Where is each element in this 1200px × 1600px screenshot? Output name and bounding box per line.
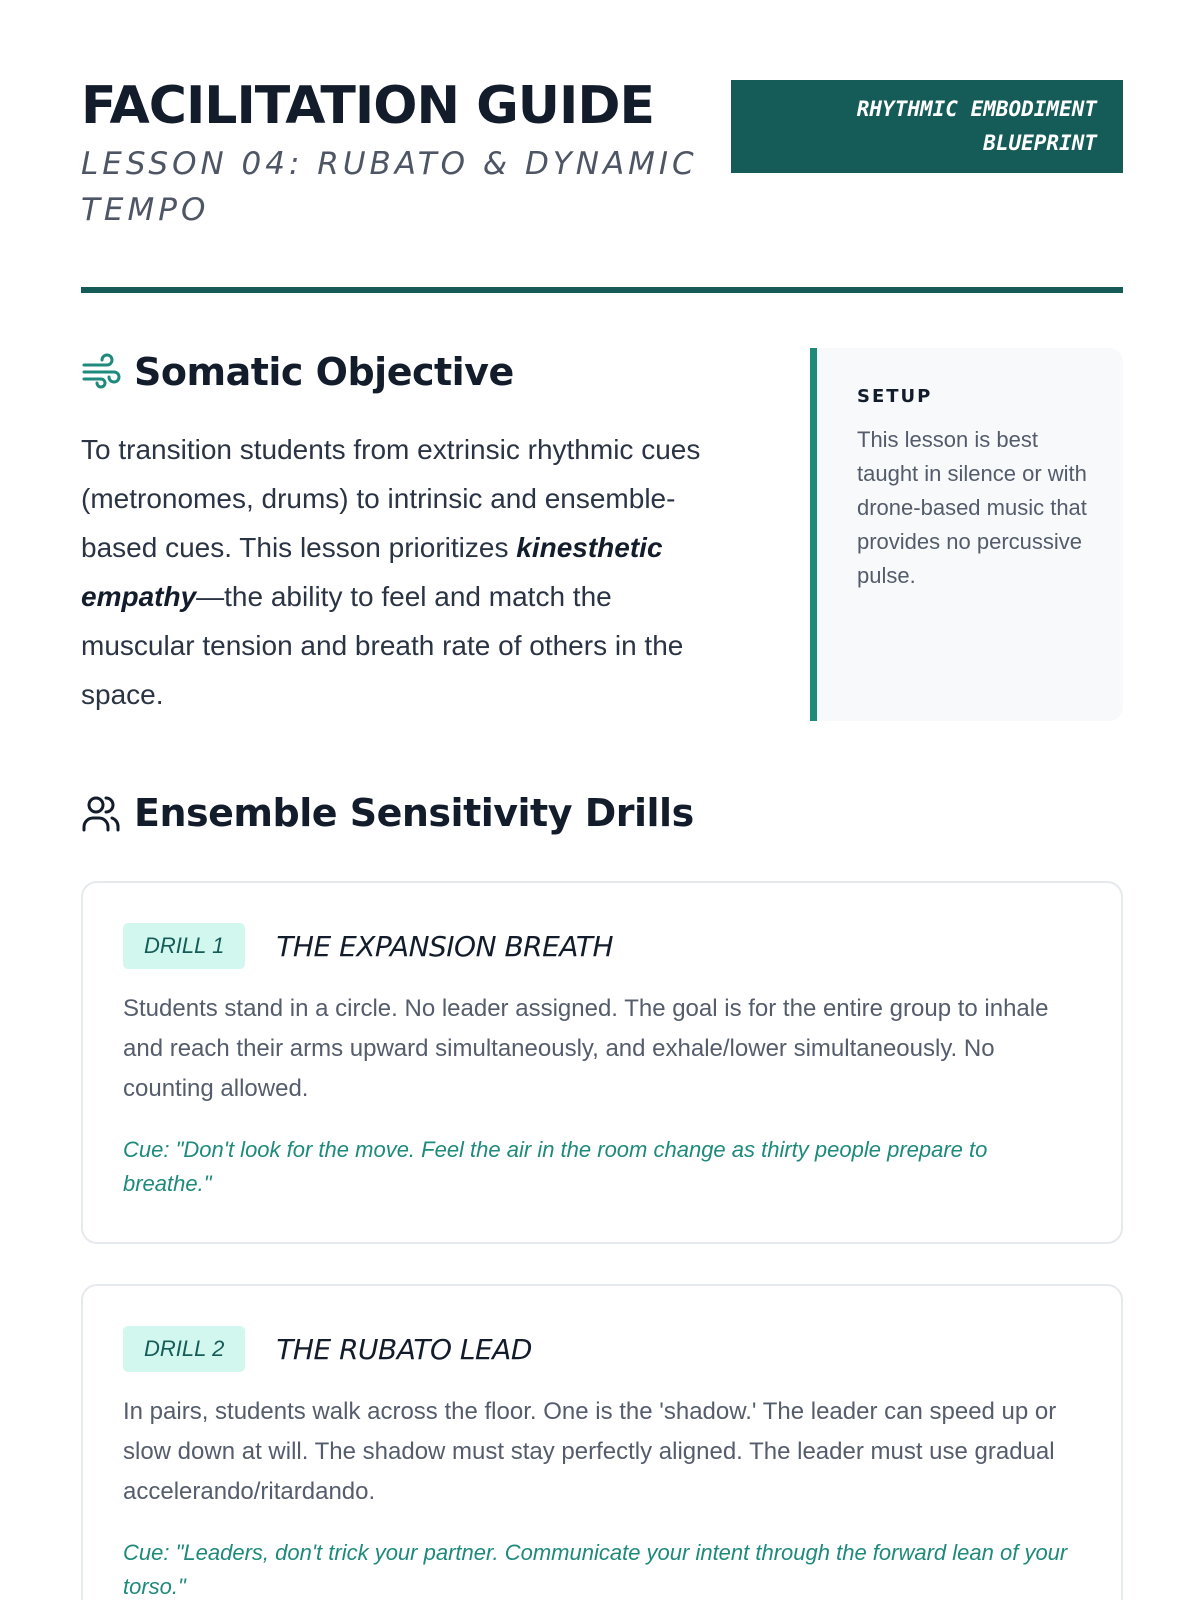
header-divider: [81, 287, 1123, 293]
wind-icon: [81, 352, 121, 392]
drill-card: [81, 881, 1123, 1244]
badge-line-1: RHYTHMIC EMBODIMENT: [856, 97, 1097, 121]
drill-cue: Cue: "Don't look for the move. Feel the air in the room change as thirty people prepare to breathe.": [123, 1137, 988, 1196]
users-icon: [81, 793, 121, 833]
drill-cue: Cue: "Leaders, don't trick your partner. Communicate your intent through the forward lean of your torso.": [123, 1540, 1068, 1599]
setup-callout: [810, 348, 1123, 721]
drill-card-header: [123, 1326, 1081, 1372]
drill-card: [81, 1284, 1123, 1600]
objective-heading: Somatic Objective: [134, 350, 514, 394]
drill-description: Students stand in a circle. No leader assigned. The goal is for the entire group to inhale and reach their arms upward simultaneously, and exhale/lower simultaneously. No counting allowed.: [123, 995, 1049, 1102]
page-title: FACILITATION GUIDE: [81, 76, 655, 136]
objective-text-start: To transition students from extrinsic rhythmic cues (metronomes, drums) to intrinsic and ensemble-based cues. This lesson prioritizes: [81, 434, 701, 563]
objective-text-end: —the ability to feel and match the muscular tension and breath rate of others in the space.: [81, 581, 684, 710]
drill-title: THE EXPANSION BREATH: [276, 929, 614, 963]
drill-description: In pairs, students walk across the floor. One is the 'shadow.' The leader can speed up or slow down at will. The shadow must stay perfectly aligned. The leader must use gradual accelerando/ritardando.: [123, 1398, 1057, 1505]
lesson-subtitle: LESSON 04: RUBATO & DYNAMIC TEMPO: [81, 146, 698, 229]
drill-title: THE RUBATO LEAD: [276, 1332, 532, 1366]
drill-tag: DRILL 1: [123, 923, 245, 969]
objective-emphasis: kinesthetic empathy: [81, 532, 663, 612]
setup-label: SETUP: [857, 386, 933, 407]
blueprint-badge: [731, 80, 1123, 173]
objective-heading-row: [81, 350, 514, 394]
drills-heading-row: [81, 791, 694, 835]
drill-card-header: [123, 923, 1081, 969]
drills-heading: Ensemble Sensitivity Drills: [134, 791, 694, 835]
drill-tag: DRILL 2: [123, 1326, 245, 1372]
objective-text: [81, 425, 721, 719]
badge-line-2: BLUEPRINT: [983, 131, 1097, 155]
page-header: [81, 78, 1123, 233]
setup-text: This lesson is best taught in silence or with drone-based music that provides no percussive pulse.: [857, 427, 1087, 588]
